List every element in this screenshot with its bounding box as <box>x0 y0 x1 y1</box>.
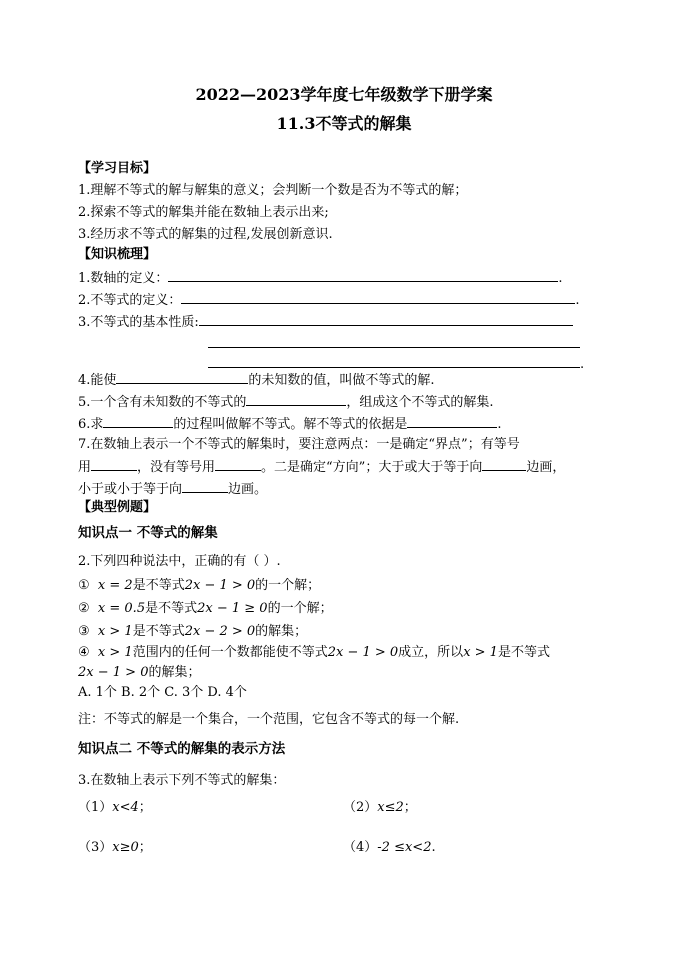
problem-4-label: （4） <box>343 840 378 855</box>
knowledge-q5 <box>78 392 494 412</box>
knowledge-q2-text: 2.不等式的定义： <box>78 293 182 308</box>
knowledge-q5-b: ，组成这个不等式的解集. <box>346 395 494 410</box>
knowledge-q1-end: . <box>558 271 563 286</box>
option-1-math-a: x = 2 <box>97 578 133 593</box>
knowledge-q7-l2a: 用 <box>78 460 92 475</box>
option-4-text-b: 成立，所以 <box>398 645 464 660</box>
question-2-stem: 2.下列四种说法中，正确的有（ ）. <box>78 554 281 569</box>
option-4-line2 <box>78 664 200 682</box>
knowledge-q3 <box>78 312 573 332</box>
option-2-text-b: 的一个解； <box>267 601 333 616</box>
problem-1-math: x<4 <box>112 800 139 815</box>
problem-2 <box>343 799 417 817</box>
option-1-text-a: 是不等式 <box>132 578 185 593</box>
option-3-math-a: x > 1 <box>97 624 133 639</box>
option-4-text-a: 范围内的任何一个数都能使不等式 <box>132 645 328 660</box>
blank-q7-d[interactable] <box>182 479 228 493</box>
knowledge-heading: 【知识梳理】 <box>78 247 157 262</box>
knowledge-q1-text: 1.数轴的定义： <box>78 271 169 286</box>
knowledge-q7-line1: 7.在数轴上表示一个不等式的解集时，要注意两点：一是确定“界点”；有等号 <box>78 437 520 452</box>
problem-2-math: x≤2 <box>377 800 404 815</box>
option-1-math-b: 2x − 1 > 0 <box>184 578 256 593</box>
knowledge-q7-l2d: 边画， <box>526 460 566 475</box>
goal-item-3: 3.经历求不等式的解集的过程,发展创新意识. <box>78 227 333 242</box>
knowledge-q3-line2 <box>208 334 580 354</box>
question-3-stem: 3.在数轴上表示下列不等式的解集： <box>78 773 286 788</box>
knowledge-q4-b: 的未知数的值，叫做不等式的解. <box>248 373 435 388</box>
blank-q6-a[interactable] <box>103 414 173 428</box>
option-4-math-d: 2x − 1 > 0 <box>78 665 149 680</box>
problem-4 <box>343 839 436 857</box>
knowledge-q7-l2b: ，没有等号用 <box>137 460 216 475</box>
examples-heading: 【典型例题】 <box>78 500 157 515</box>
knowledge-q4-a: 4.能使 <box>78 373 117 388</box>
knowledge-q7-l3a: 小于或小于等于向 <box>78 482 183 497</box>
goal-item-1: 1.理解不等式的解与解集的意义；会判断一个数是否为不等式的解； <box>78 183 468 198</box>
option-2-number: ② <box>78 601 90 616</box>
option-2-math-a: x = 0.5 <box>97 601 146 616</box>
blank-q3-line3[interactable] <box>208 354 580 368</box>
blank-q3-line1[interactable] <box>199 312 573 326</box>
blank-q2[interactable] <box>181 290 575 304</box>
option-3-number: ③ <box>78 624 90 639</box>
blank-q1[interactable] <box>168 268 558 282</box>
blank-q4[interactable] <box>116 370 248 384</box>
option-1 <box>78 577 320 595</box>
blank-q5[interactable] <box>246 392 346 406</box>
knowledge-q7-line2 <box>78 457 565 477</box>
problem-4-math: -2 ≤x<2 <box>377 840 432 855</box>
knowledge-q3-end: . <box>580 357 585 372</box>
option-4-math-b: 2x − 1 > 0 <box>327 645 399 660</box>
option-4-number: ④ <box>78 645 90 660</box>
option-4-text-c: 是不等式 <box>497 645 550 660</box>
knowledge-q7-line3 <box>78 479 267 499</box>
knowledge-point-1: 知识点一 不等式的解集 <box>78 525 218 541</box>
knowledge-q2 <box>78 290 580 310</box>
knowledge-q6 <box>78 414 502 434</box>
problem-3-label: （3） <box>78 840 113 855</box>
knowledge-q6-a: 6.求 <box>78 417 104 432</box>
option-4-math-a: x > 1 <box>97 645 133 660</box>
option-3 <box>78 623 307 641</box>
goals-heading: 【学习目标】 <box>78 161 157 176</box>
option-4-line1 <box>78 644 550 662</box>
problem-3 <box>78 839 152 857</box>
knowledge-q7-l3b: 边画。 <box>228 482 268 497</box>
option-4-math-c: x > 1 <box>463 645 498 660</box>
problem-1-end: ； <box>138 800 152 815</box>
option-1-text-b: 的一个解； <box>255 578 321 593</box>
blank-q3-line2[interactable] <box>208 334 580 348</box>
option-3-text-b: 的解集； <box>255 624 308 639</box>
page-subtitle: 11.3不等式的解集 <box>276 114 412 133</box>
option-3-math-b: 2x − 2 > 0 <box>184 624 256 639</box>
knowledge-q6-b: 的过程叫做解不等式。解不等式的依据是 <box>173 417 408 432</box>
option-1-number: ① <box>78 578 90 593</box>
goal-item-2: 2.探索不等式的解集并能在数轴上表示出来; <box>78 205 329 220</box>
problem-3-end: ； <box>138 840 152 855</box>
note: 注：不等式的解是一个集合，一个范围，它包含不等式的每一个解. <box>78 712 460 727</box>
knowledge-q3-text: 3.不等式的基本性质: <box>78 315 199 330</box>
problem-1-label: （1） <box>78 800 113 815</box>
knowledge-q7-l2c: 。二是确定“方向”；大于或大于等于向 <box>261 460 483 475</box>
knowledge-q6-end: . <box>497 417 502 432</box>
option-3-text-a: 是不等式 <box>132 624 185 639</box>
option-4-text-d: 的解集； <box>148 665 201 680</box>
option-2 <box>78 600 333 618</box>
problem-2-label: （2） <box>343 800 378 815</box>
problem-2-end: ； <box>403 800 417 815</box>
knowledge-q4 <box>78 370 435 390</box>
blank-q7-b[interactable] <box>215 457 261 471</box>
problem-4-end: . <box>431 840 436 855</box>
problem-3-math: x≥0 <box>112 840 139 855</box>
answer-choices: A. 1个 B. 2个 C. 3个 D. 4个 <box>78 685 247 700</box>
blank-q6-b[interactable] <box>407 414 497 428</box>
option-2-math-b: 2x − 1 ≥ 0 <box>197 601 268 616</box>
knowledge-q2-end: . <box>575 293 580 308</box>
knowledge-q1 <box>78 268 563 288</box>
page-title: 2022—2023学年度七年级数学下册学案 <box>195 85 493 104</box>
knowledge-q5-a: 5.一个含有未知数的不等式的 <box>78 395 247 410</box>
knowledge-point-2: 知识点二 不等式的解集的表示方法 <box>78 741 286 757</box>
blank-q7-a[interactable] <box>91 457 137 471</box>
blank-q7-c[interactable] <box>482 457 526 471</box>
option-2-text-a: 是不等式 <box>145 601 198 616</box>
problem-1 <box>78 799 152 817</box>
